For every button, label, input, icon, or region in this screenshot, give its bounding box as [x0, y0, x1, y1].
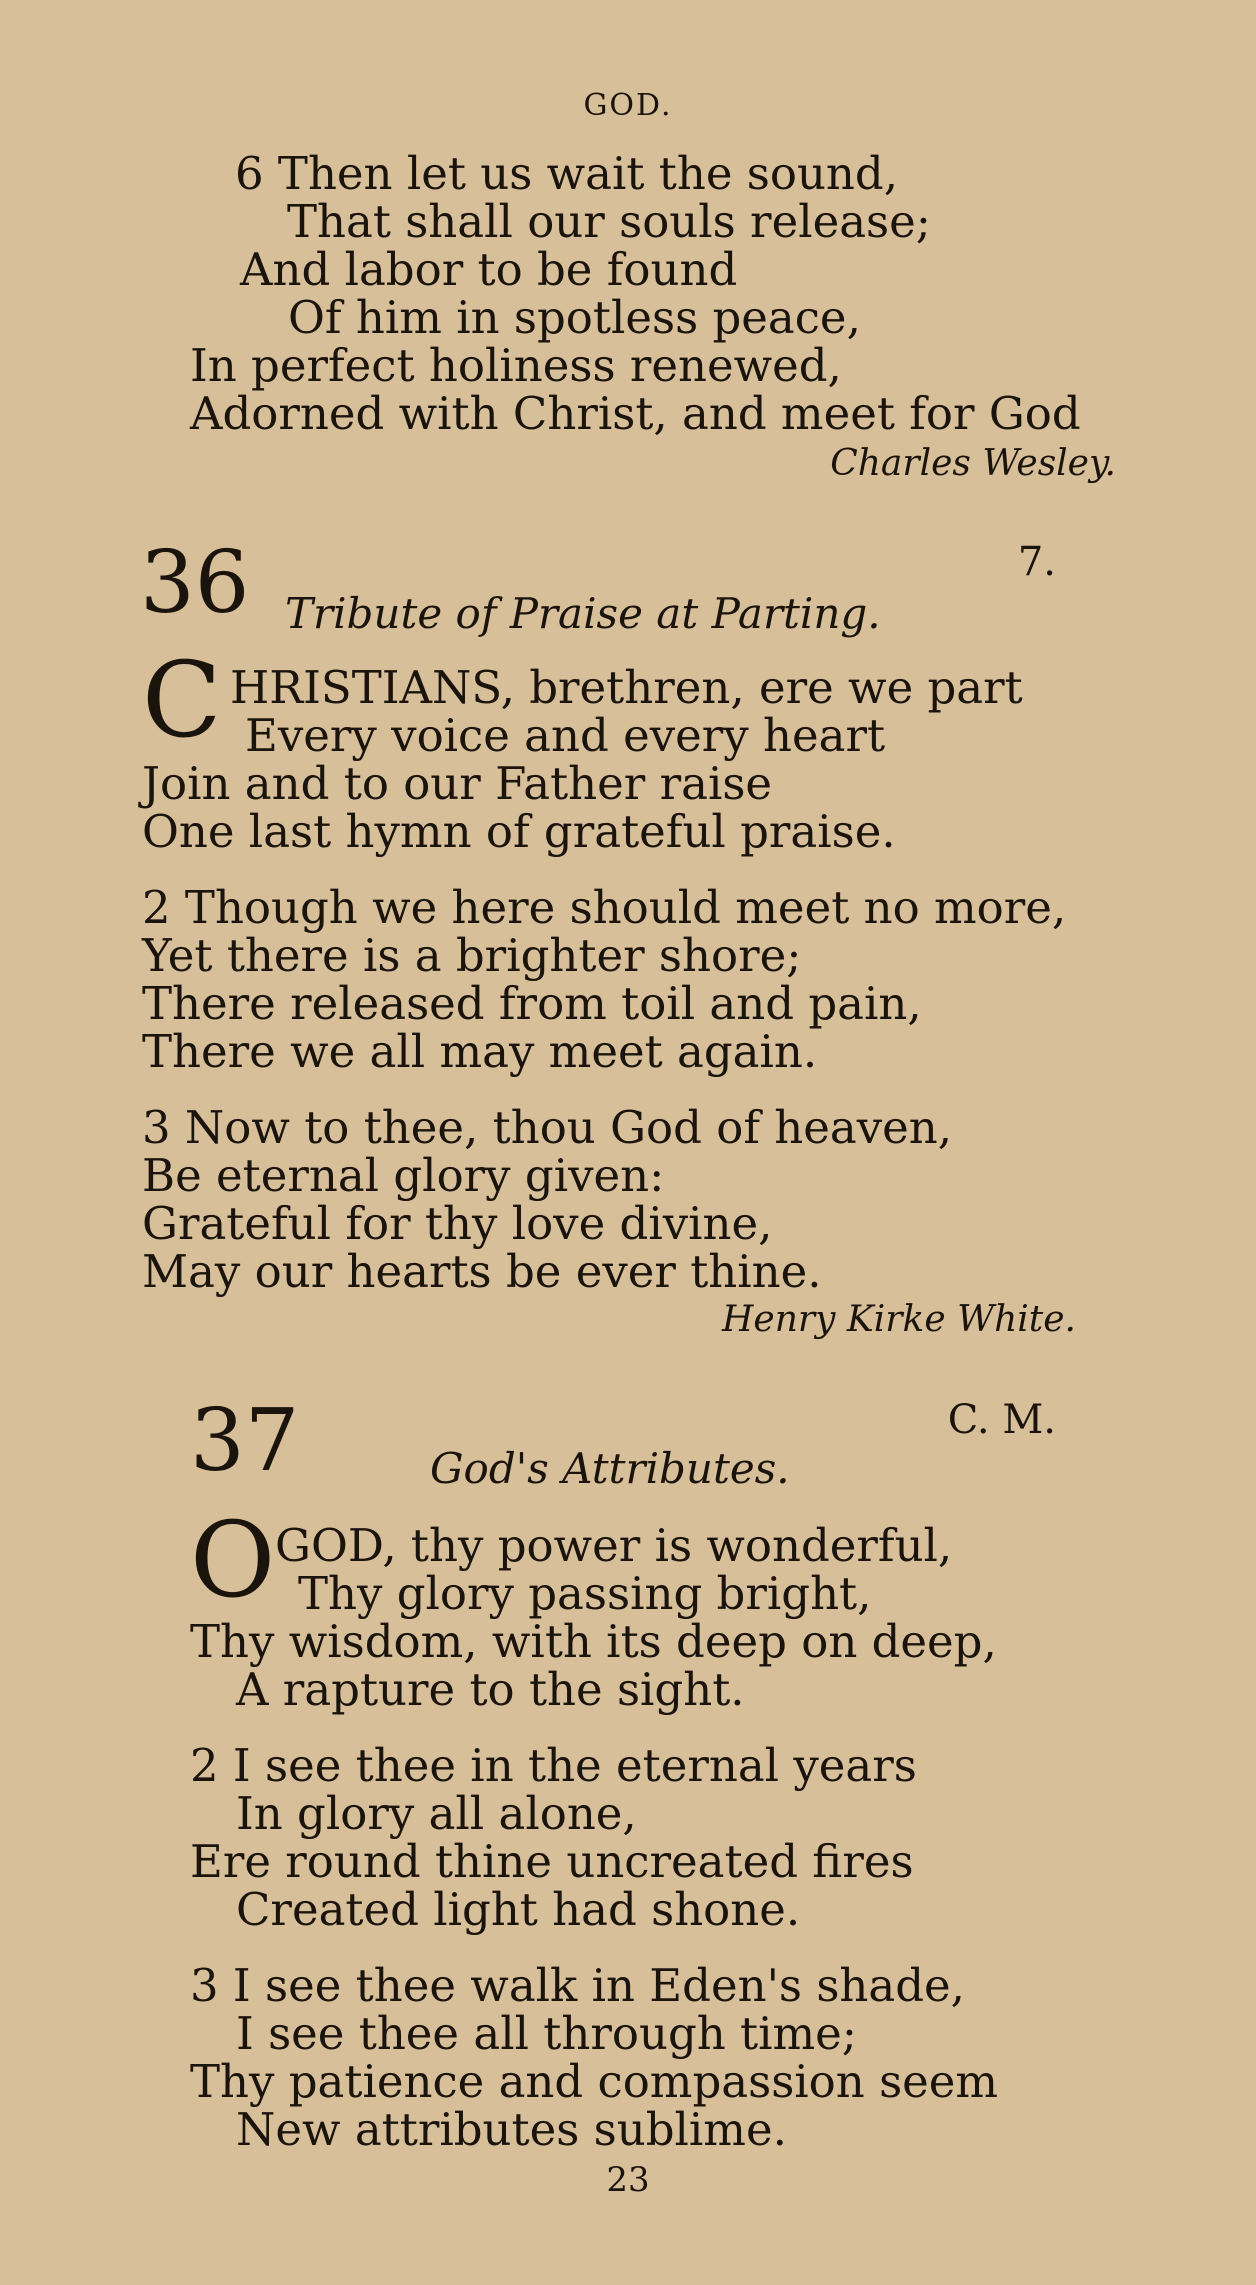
stanza-line: In perfect holiness renewed,: [190, 339, 842, 392]
stanza-line: Grateful for thy love divine,: [142, 1197, 773, 1250]
stanza-line: Thy patience and compassion seem: [190, 2055, 999, 2108]
stanza-line: HRISTIANS, brethren, ere we part: [230, 661, 1023, 714]
stanza-line: Ere round thine uncreated fires: [190, 1835, 914, 1888]
stanza-line: Every voice and every heart: [245, 709, 886, 762]
stanza-line: In glory all alone,: [236, 1787, 637, 1840]
stanza-line: And labor to be found: [240, 243, 738, 296]
drop-cap: C: [142, 639, 222, 761]
page-number: 23: [606, 2160, 650, 2200]
running-header: GOD.: [583, 88, 673, 123]
stanza-line: Of him in spotless peace,: [288, 291, 861, 344]
stanza-line: I see thee all through time;: [236, 2007, 857, 2060]
hymn-title: God's Attributes.: [430, 1444, 790, 1493]
hymn-title: Tribute of Praise at Parting.: [285, 589, 881, 638]
stanza-line: 3 Now to thee, thou God of heaven,: [142, 1101, 953, 1154]
stanza-line: Thy wisdom, with its deep on deep,: [190, 1615, 997, 1668]
hymn-number: 37: [190, 1391, 300, 1491]
stanza-line: 2 Though we here should meet no more,: [142, 881, 1067, 934]
stanza-line: 3 I see thee walk in Eden's shade,: [190, 1959, 965, 2012]
stanza-line: Be eternal glory given:: [142, 1149, 665, 1202]
drop-cap: O: [190, 1499, 276, 1621]
hymn-meter: C. M.: [947, 1397, 1056, 1443]
author-credit: Charles Wesley.: [830, 443, 1116, 484]
stanza-line: One last hymn of grateful praise.: [142, 805, 896, 858]
stanza-line: Adorned with Christ, and meet for God: [190, 387, 1081, 440]
stanza-line: Join and to our Father raise: [142, 757, 773, 810]
stanza-line: GOD, thy power is wonderful,: [275, 1519, 953, 1572]
stanza-line: New attributes sublime.: [236, 2103, 787, 2156]
stanza-line: There we all may meet again.: [142, 1025, 818, 1078]
stanza-line: 2 I see thee in the eternal years: [190, 1739, 917, 1792]
stanza-line: Created light had shone.: [236, 1883, 801, 1936]
stanza-line: That shall our souls release;: [287, 195, 931, 248]
stanza-line: There released from toil and pain,: [142, 977, 922, 1030]
hymn-number: 36: [140, 533, 250, 633]
stanza-line: Thy glory passing bright,: [298, 1567, 872, 1620]
stanza-line: A rapture to the sight.: [236, 1663, 745, 1716]
stanza-line: 6 Then let us wait the sound,: [235, 147, 899, 200]
hymn-meter: 7.: [1017, 539, 1056, 585]
stanza-line: May our hearts be ever thine.: [142, 1245, 822, 1298]
author-credit: Henry Kirke White.: [722, 1299, 1076, 1340]
stanza-line: Yet there is a brighter shore;: [142, 929, 802, 982]
